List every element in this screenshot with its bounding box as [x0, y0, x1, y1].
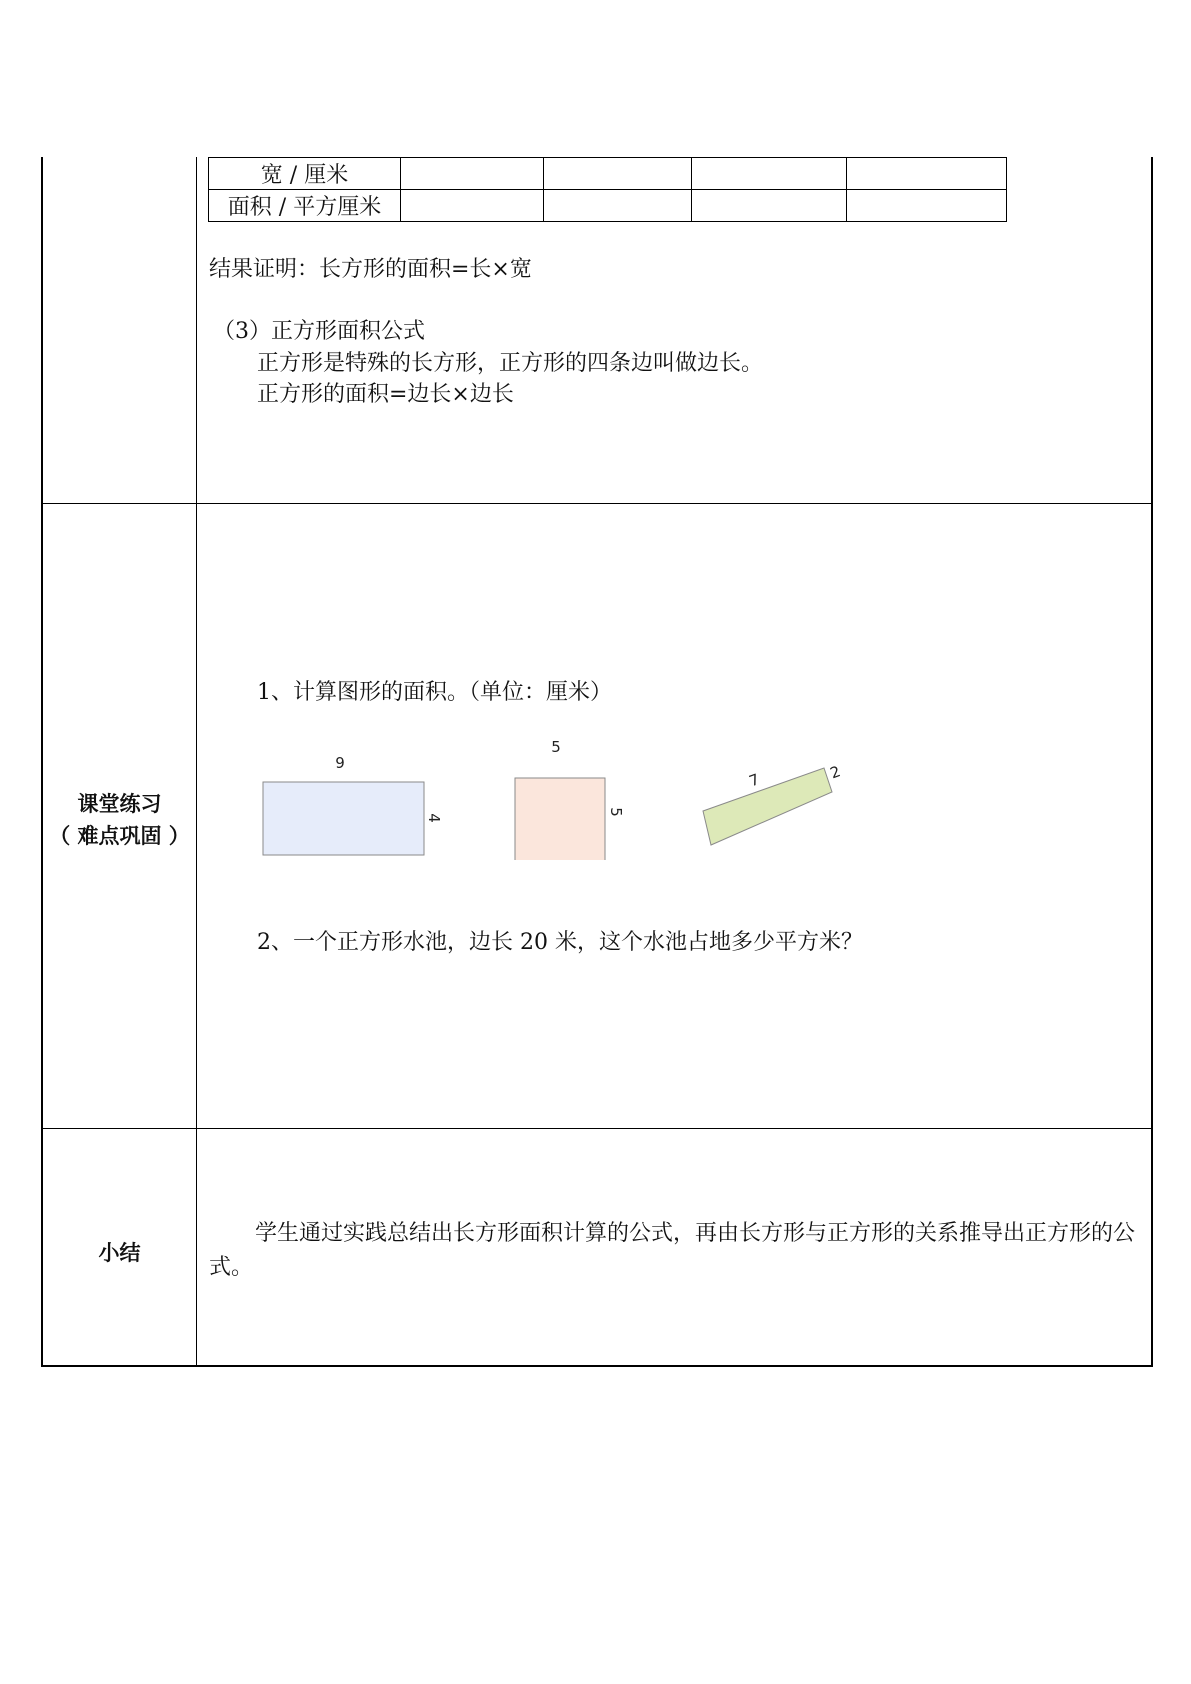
result-proof: 结果证明：长方形的面积=长×宽: [209, 257, 532, 282]
rotated-rectangle-width-label: 2: [827, 762, 843, 783]
square-top-label: 5: [551, 738, 561, 756]
rectangle-figure: [263, 782, 424, 855]
rectangle-width-label: 4: [425, 813, 443, 823]
square-side-label: 5: [607, 807, 625, 817]
table-cell: [692, 190, 847, 222]
table-cell: [692, 158, 847, 190]
table-cell: [401, 158, 544, 190]
column-divider: [196, 157, 197, 1367]
summary-text: 学生通过实践总结出长方形面积计算的公式，再由长方形与正方形的关系推导出正方形的公式。: [209, 1221, 1136, 1280]
question-2: 2、一个正方形水池，边长 20 米，这个水池占地多少平方米？: [257, 930, 863, 955]
square-area-formula: 正方形的面积=边长×边长: [257, 382, 514, 407]
rectangle-length-label: 9: [335, 754, 345, 772]
table-cell: [544, 190, 692, 222]
square-figure: [515, 778, 605, 860]
table-cell: [847, 158, 1007, 190]
rotated-rectangle-length-label: 7: [746, 770, 762, 791]
row-divider: [41, 1128, 1153, 1129]
table-cell: [847, 190, 1007, 222]
practice-row-label: 课堂练习: [77, 792, 162, 816]
table-row: [209, 158, 1007, 190]
summary-row-label: 小结: [98, 1241, 141, 1265]
practice-row-sublabel: （ 难点巩固 ）: [49, 824, 190, 848]
question-1: 1、计算图形的面积。（单位：厘米）: [257, 680, 612, 705]
row-divider: [41, 503, 1153, 504]
table-cell: [401, 190, 544, 222]
area-label: 面积 / 平方厘米: [209, 190, 401, 222]
table-cell: [544, 158, 692, 190]
square-definition: 正方形是特殊的长方形，正方形的四条边叫做边长。: [257, 351, 764, 376]
table-row: [209, 190, 1007, 222]
measurement-table: [208, 157, 1007, 222]
area-figures: [240, 730, 880, 860]
rotated-rectangle-figure: [703, 768, 832, 845]
square-heading: （3）正方形面积公式: [213, 319, 425, 344]
width-label: 宽 / 厘米: [209, 158, 401, 190]
